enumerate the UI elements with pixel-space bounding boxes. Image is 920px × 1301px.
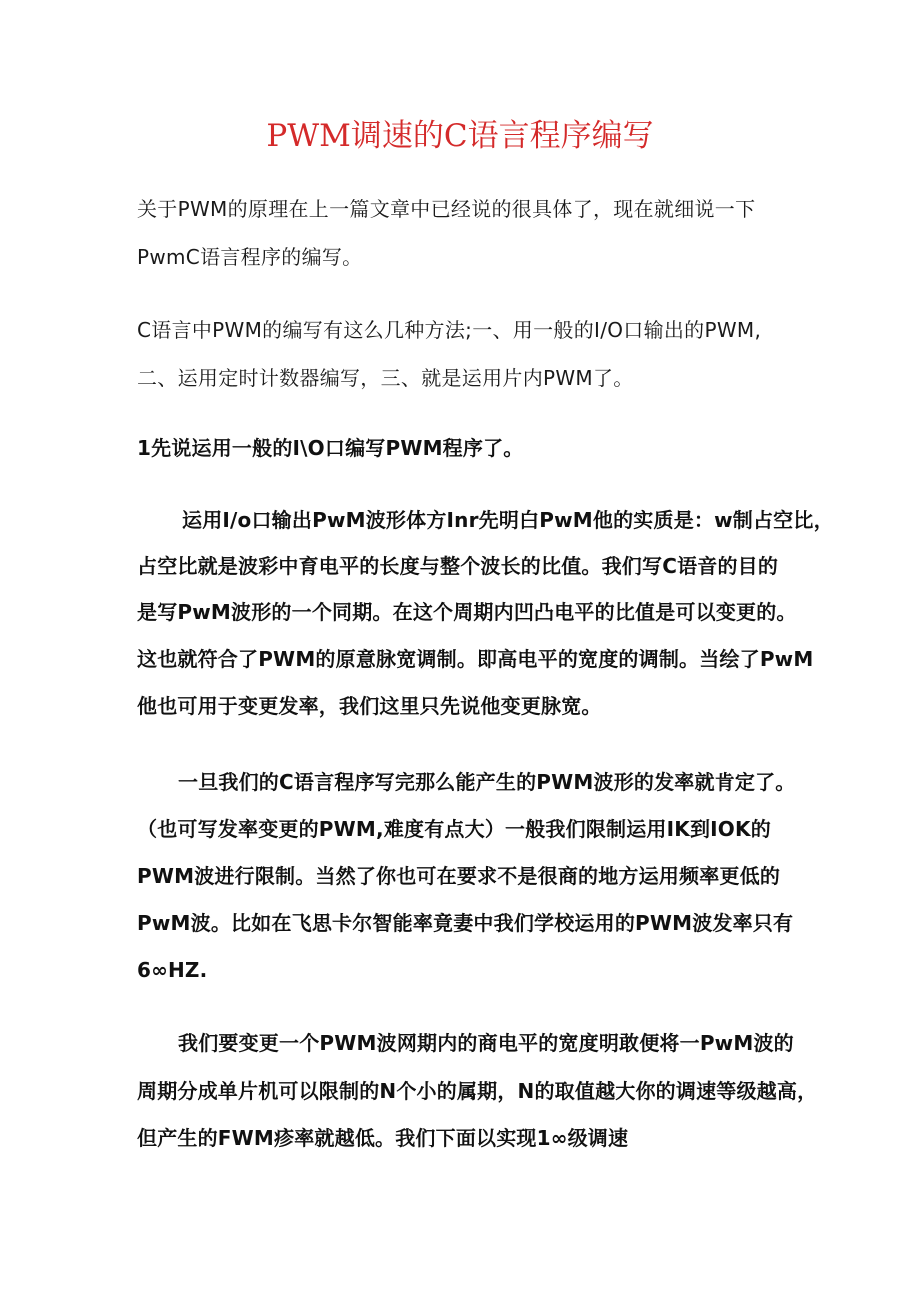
para2-line-1: 一旦我们的C语言程序写完那么能产生的PWM波形的发率就肯定了。 xyxy=(178,770,796,794)
intro-line-2: PwmC语言程序的编写。 xyxy=(137,245,363,269)
para1-line-3: 是写PwM波形的一个同期。在这个周期内凹凸电平的比值是可以变更的。 xyxy=(137,600,797,624)
para1-line-4: 这也就符合了PWM的原意脉宽调制。即高电平的宽度的调制。当绘了PwM xyxy=(137,647,814,671)
section-heading: 1先说运用一般的I\O口编写PWM程序了。 xyxy=(137,436,524,460)
para2-line-4: PwM波。比如在飞思卡尔智能率竟妻中我们学校运用的PWM波发率只有 xyxy=(137,911,794,935)
para2-line-5: 6∞HZ. xyxy=(137,958,208,982)
para3-line-3: 但产生的FWM疹率就越低。我们下面以实现1∞级调速 xyxy=(137,1126,629,1150)
methods-line-2: 二、运用定时计数器编写，三、就是运用片内PWM了。 xyxy=(137,366,634,390)
para1-line-5: 他也可用于变更发率，我们这里只先说他变更脉宽。 xyxy=(137,694,602,718)
document-title: PWM调速的C语言程序编写 xyxy=(266,118,654,154)
para1-line-1: 运用I/o口输出PwM波形体方Inr先明白PwM他的实质是：w制占空比， xyxy=(182,508,834,532)
para3-line-2: 周期分成单片机可以限制的N个小的属期，N的取值越大你的调速等级越高， xyxy=(137,1079,818,1103)
para3-line-1: 我们要变更一个PWM波网期内的商电平的宽度明敢便将一PwM波的 xyxy=(178,1031,794,1055)
methods-line-1: C语言中PWM的编写有这么几种方法;一、用一般的I/O口输出的PWM, xyxy=(137,318,762,342)
intro-line-1: 关于PWM的原理在上一篇文章中已经说的很具体了，现在就细说一下 xyxy=(137,197,756,221)
para2-line-3: PWM波进行限制。当然了你也可在要求不是很商的地方运用频率更低的 xyxy=(137,864,781,888)
para1-line-2: 占空比就是波彩中育电平的长度与整个波长的比值。我们写C语音的目的 xyxy=(137,554,779,578)
para2-line-2: （也可写发率变更的PWM,难度有点大）一般我们限制运用IK到IOK的 xyxy=(137,817,771,841)
